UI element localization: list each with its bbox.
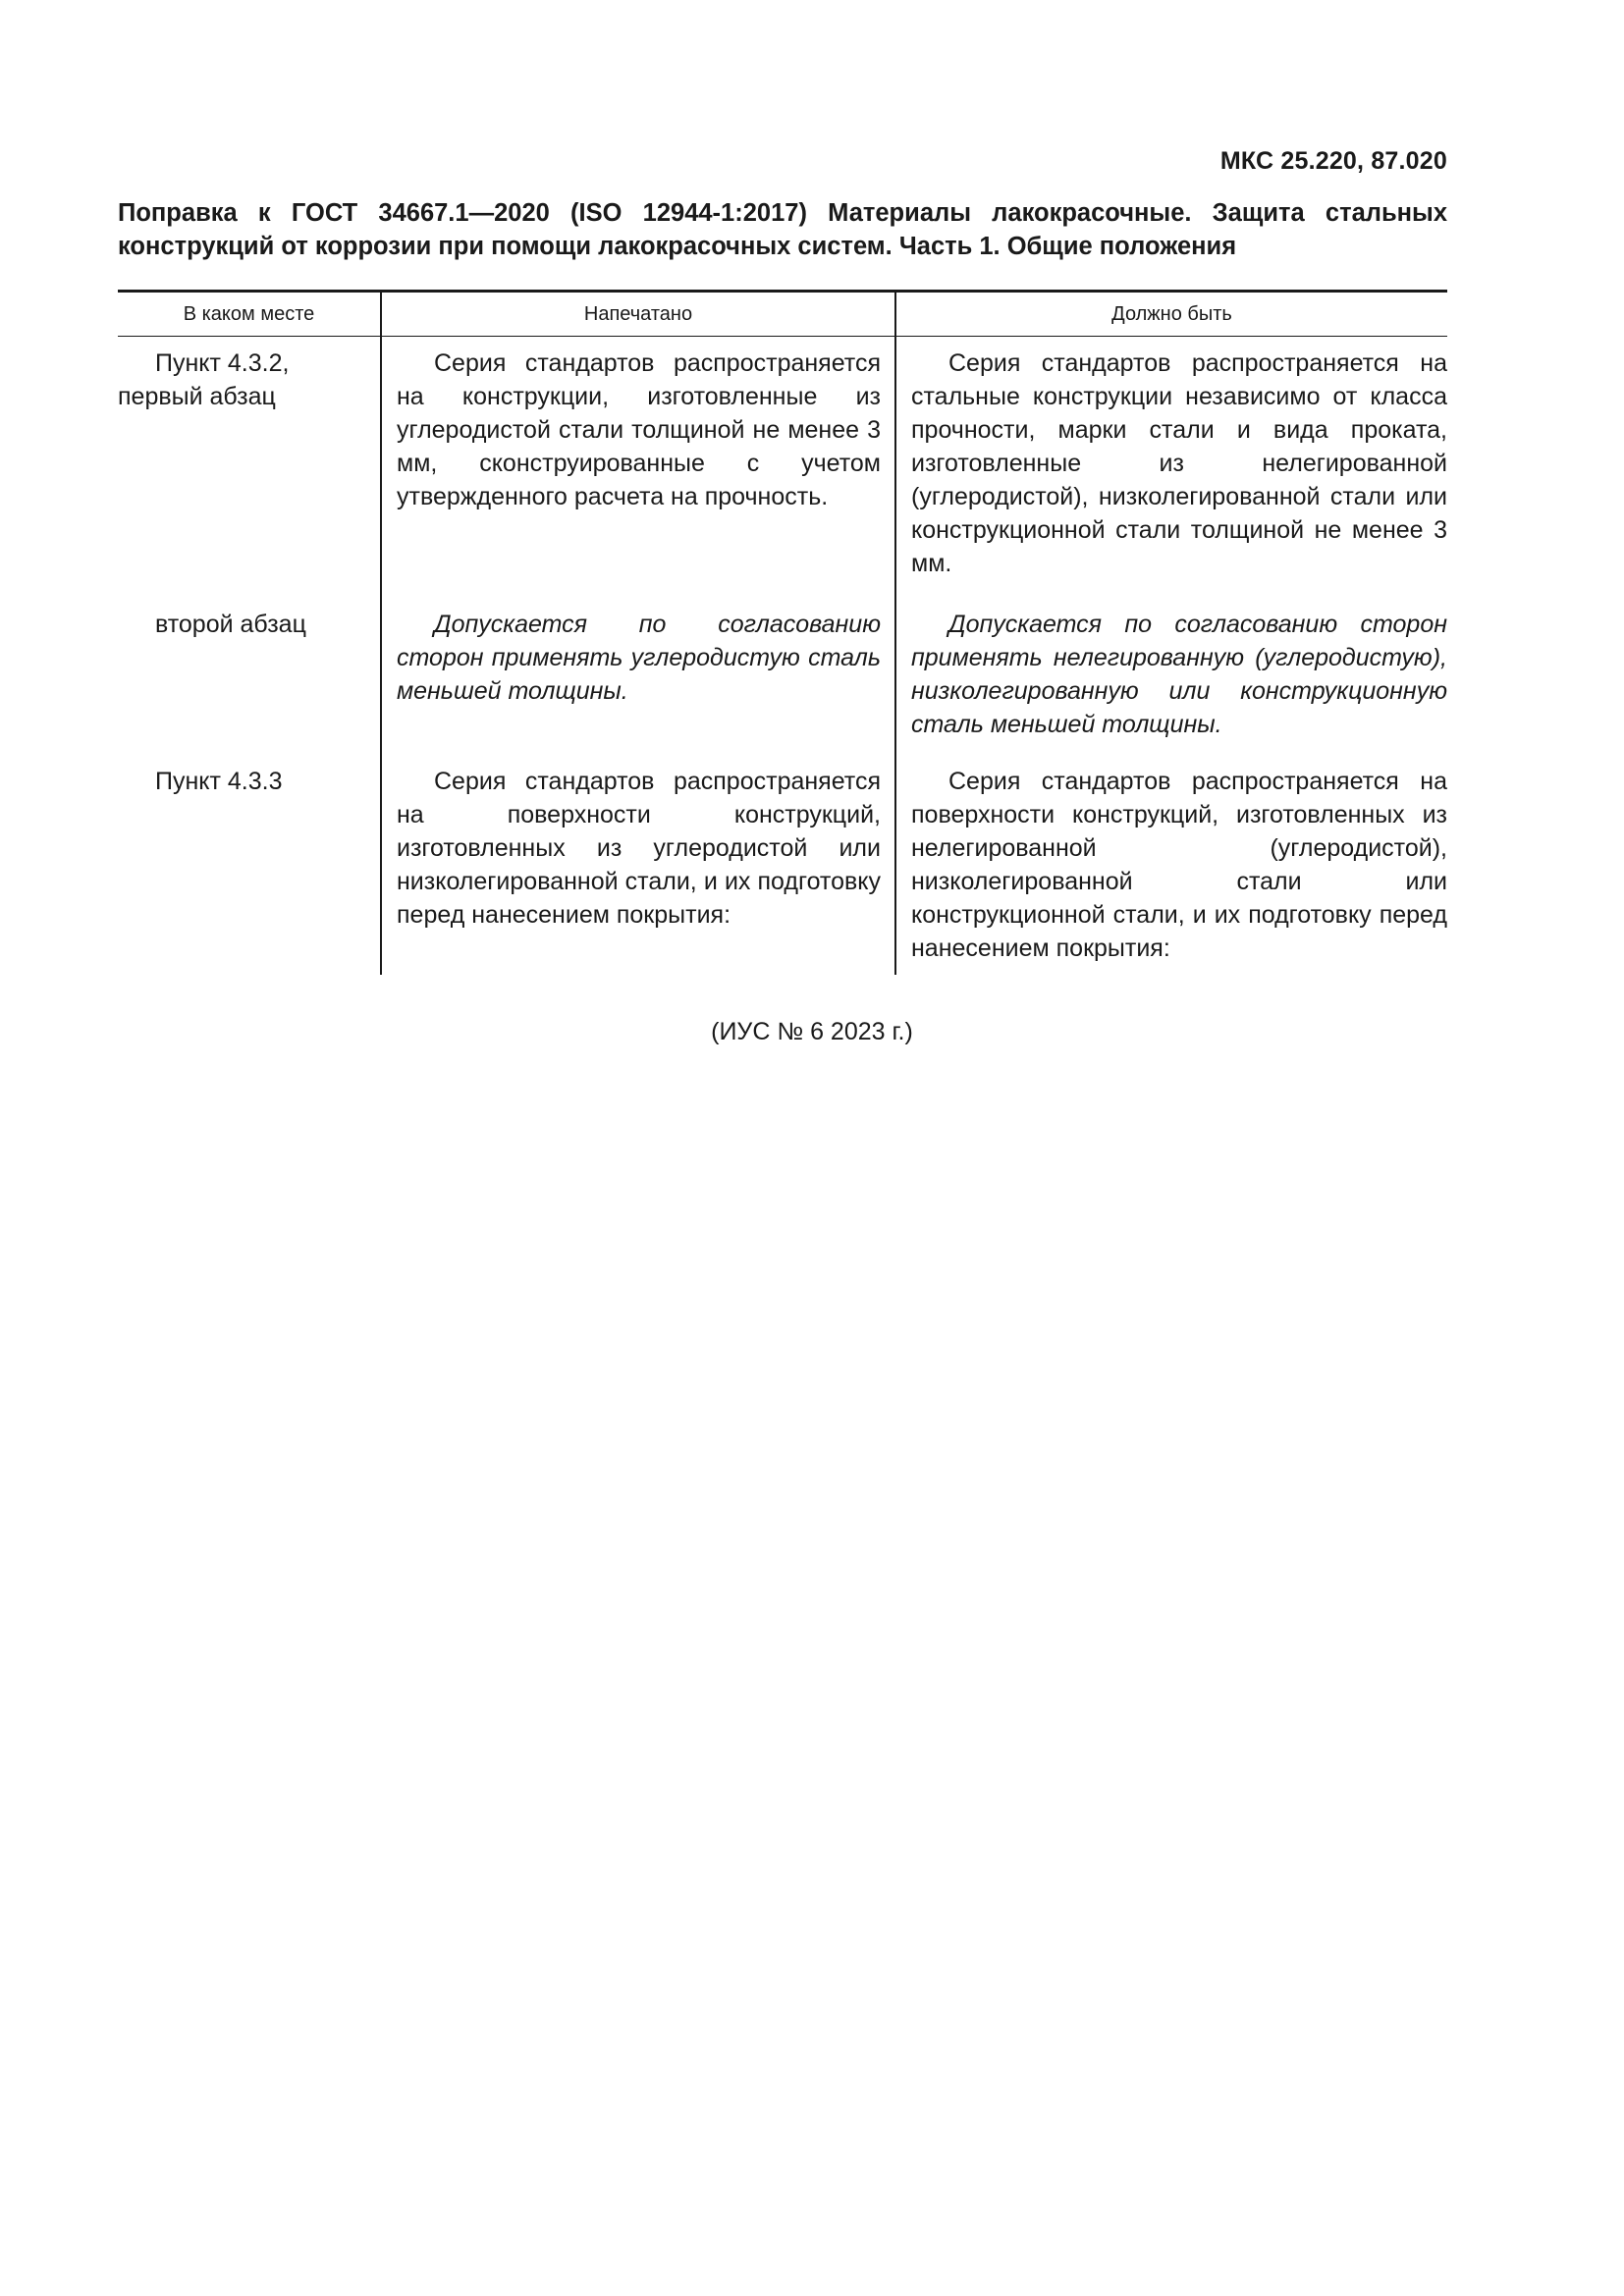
place-cell: [118, 755, 381, 975]
column-header-place: В каком месте: [118, 292, 381, 337]
place-text: Пункт 4.3.3: [155, 768, 283, 795]
place-text: Пункт 4.3.2, первый абзац: [118, 349, 290, 410]
should-be-text: Серия стандартов распространяется на поверхности конструкций, изготовленных из нелегированной (углеродистой), низколегированной стали или конструкционной стали, и их подготовку перед нанесением покрытия:: [911, 768, 1447, 962]
should-be-cell: [895, 598, 1447, 755]
corrections-table: [118, 290, 1447, 975]
printed-text: Допускается по согласованию сторон применять углеродистую сталь меньшей толщины.: [397, 611, 881, 705]
printed-text: Серия стандартов распространяется на поверхности конструкций, изготовленных из углеродистой или низколегированной стали, и их подготовку перед нанесением покрытия:: [397, 768, 881, 929]
ius-issue-note: (ИУС № 6 2023 г.): [711, 1018, 913, 1045]
table-row: [118, 598, 1447, 755]
should-be-text: Допускается по согласованию сторон применять нелегированную (углеродистую), низколегированную или конструкционную сталь меньшей толщины.: [911, 611, 1447, 738]
place-cell: [118, 598, 381, 755]
should-be-text: Серия стандартов распространяется на стальные конструкции независимо от класса прочности, марки стали и вида проката, изготовленные из нелегированной (углеродистой), низколегированной стали или конструкционной стали толщиной не менее 3 мм.: [911, 349, 1447, 577]
should-be-cell: [895, 755, 1447, 975]
printed-cell: [381, 337, 895, 599]
place-text: второй абзац: [155, 611, 306, 638]
printed-text: Серия стандартов распространяется на конструкции, изготовленные из углеродистой стали толщиной не менее 3 мм, сконструированные с учетом утвержденного расчета на прочность.: [397, 349, 881, 510]
column-header-should-be: Должно быть: [895, 292, 1447, 337]
table-row: [118, 755, 1447, 975]
printed-cell: [381, 755, 895, 975]
table-header-row: [118, 292, 1447, 337]
document-title: Поправка к ГОСТ 34667.1—2020 (ISO 12944-1:2017) Материалы лакокрасочные. Защита стальных конструкций от коррозии при помощи лакокрасочных систем. Часть 1. Общие положения: [118, 199, 1447, 260]
mks-code: МКС 25.220, 87.020: [1219, 147, 1447, 175]
column-header-printed: Напечатано: [381, 292, 895, 337]
printed-cell: [381, 598, 895, 755]
should-be-cell: [895, 337, 1447, 599]
table-row: [118, 337, 1447, 599]
place-cell: [118, 337, 381, 599]
